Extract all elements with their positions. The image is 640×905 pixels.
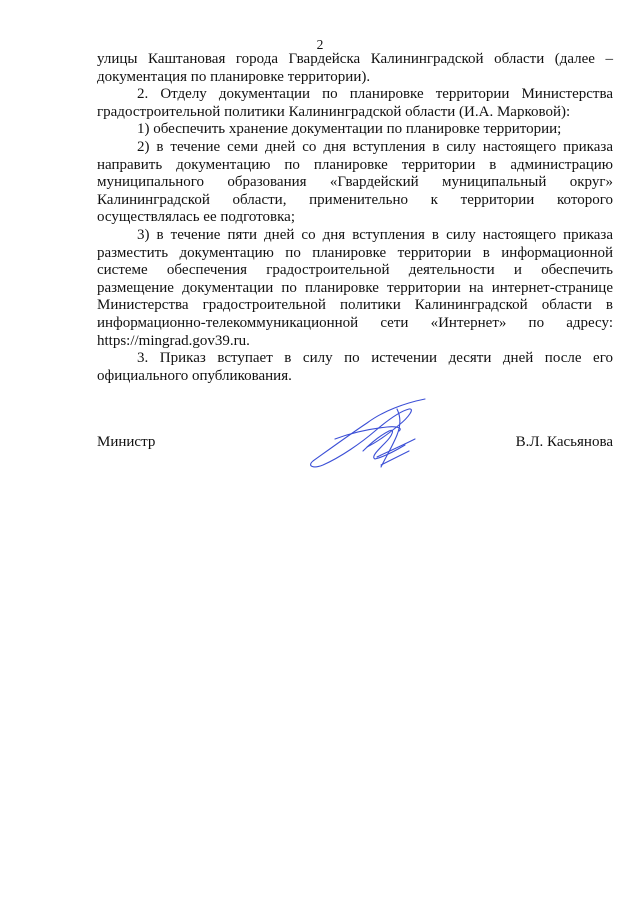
handwritten-signature [305,395,433,475]
paragraph-subitem-1: 1) обеспечить хранение документации по планировке территории; [137,121,562,138]
signer-title: Министр [97,434,156,450]
paragraph-subitem-2: 2) в течение семи дней со дня вступления в силу настоящего приказа направить документацию по планировке территории в администрацию муниципального образования «Гвардейский муниципальный округ» Калининградской области, применительно к территории которого осуществлялась ее подготовка; [97,138,613,226]
signature-block [97,395,613,475]
signature-strokes [311,399,425,467]
paragraph-item-3: 3. Приказ вступает в силу по истечении десяти дней после его официального опубликования. [97,350,613,384]
paragraph-item-2: 2. Отделу документации по планировке территории Министерства градостроительной политики Калининградской области (И.А. Марковой): [97,86,613,120]
page-number: 2 [316,37,324,52]
paragraph-continuation: улицы Каштановая города Гвардейска Калининградской области (далее – документация по планировке территории). [97,51,613,85]
document-body [97,51,613,385]
signer-name: В.Л. Касьянова [515,434,613,450]
paragraph-subitem-3: 3) в течение пяти дней со дня вступления в силу настоящего приказа разместить документацию по планировке территории в информационной системе обеспечения градостроительной деятельности и обеспечить размещение документации по планировке территории на интернет-странице Министерства градостроительной политики Калининградской области в информационно-телекоммуникационной сети «Интернет» по адресу: https://mingrad.gov39.ru. [97,226,613,349]
